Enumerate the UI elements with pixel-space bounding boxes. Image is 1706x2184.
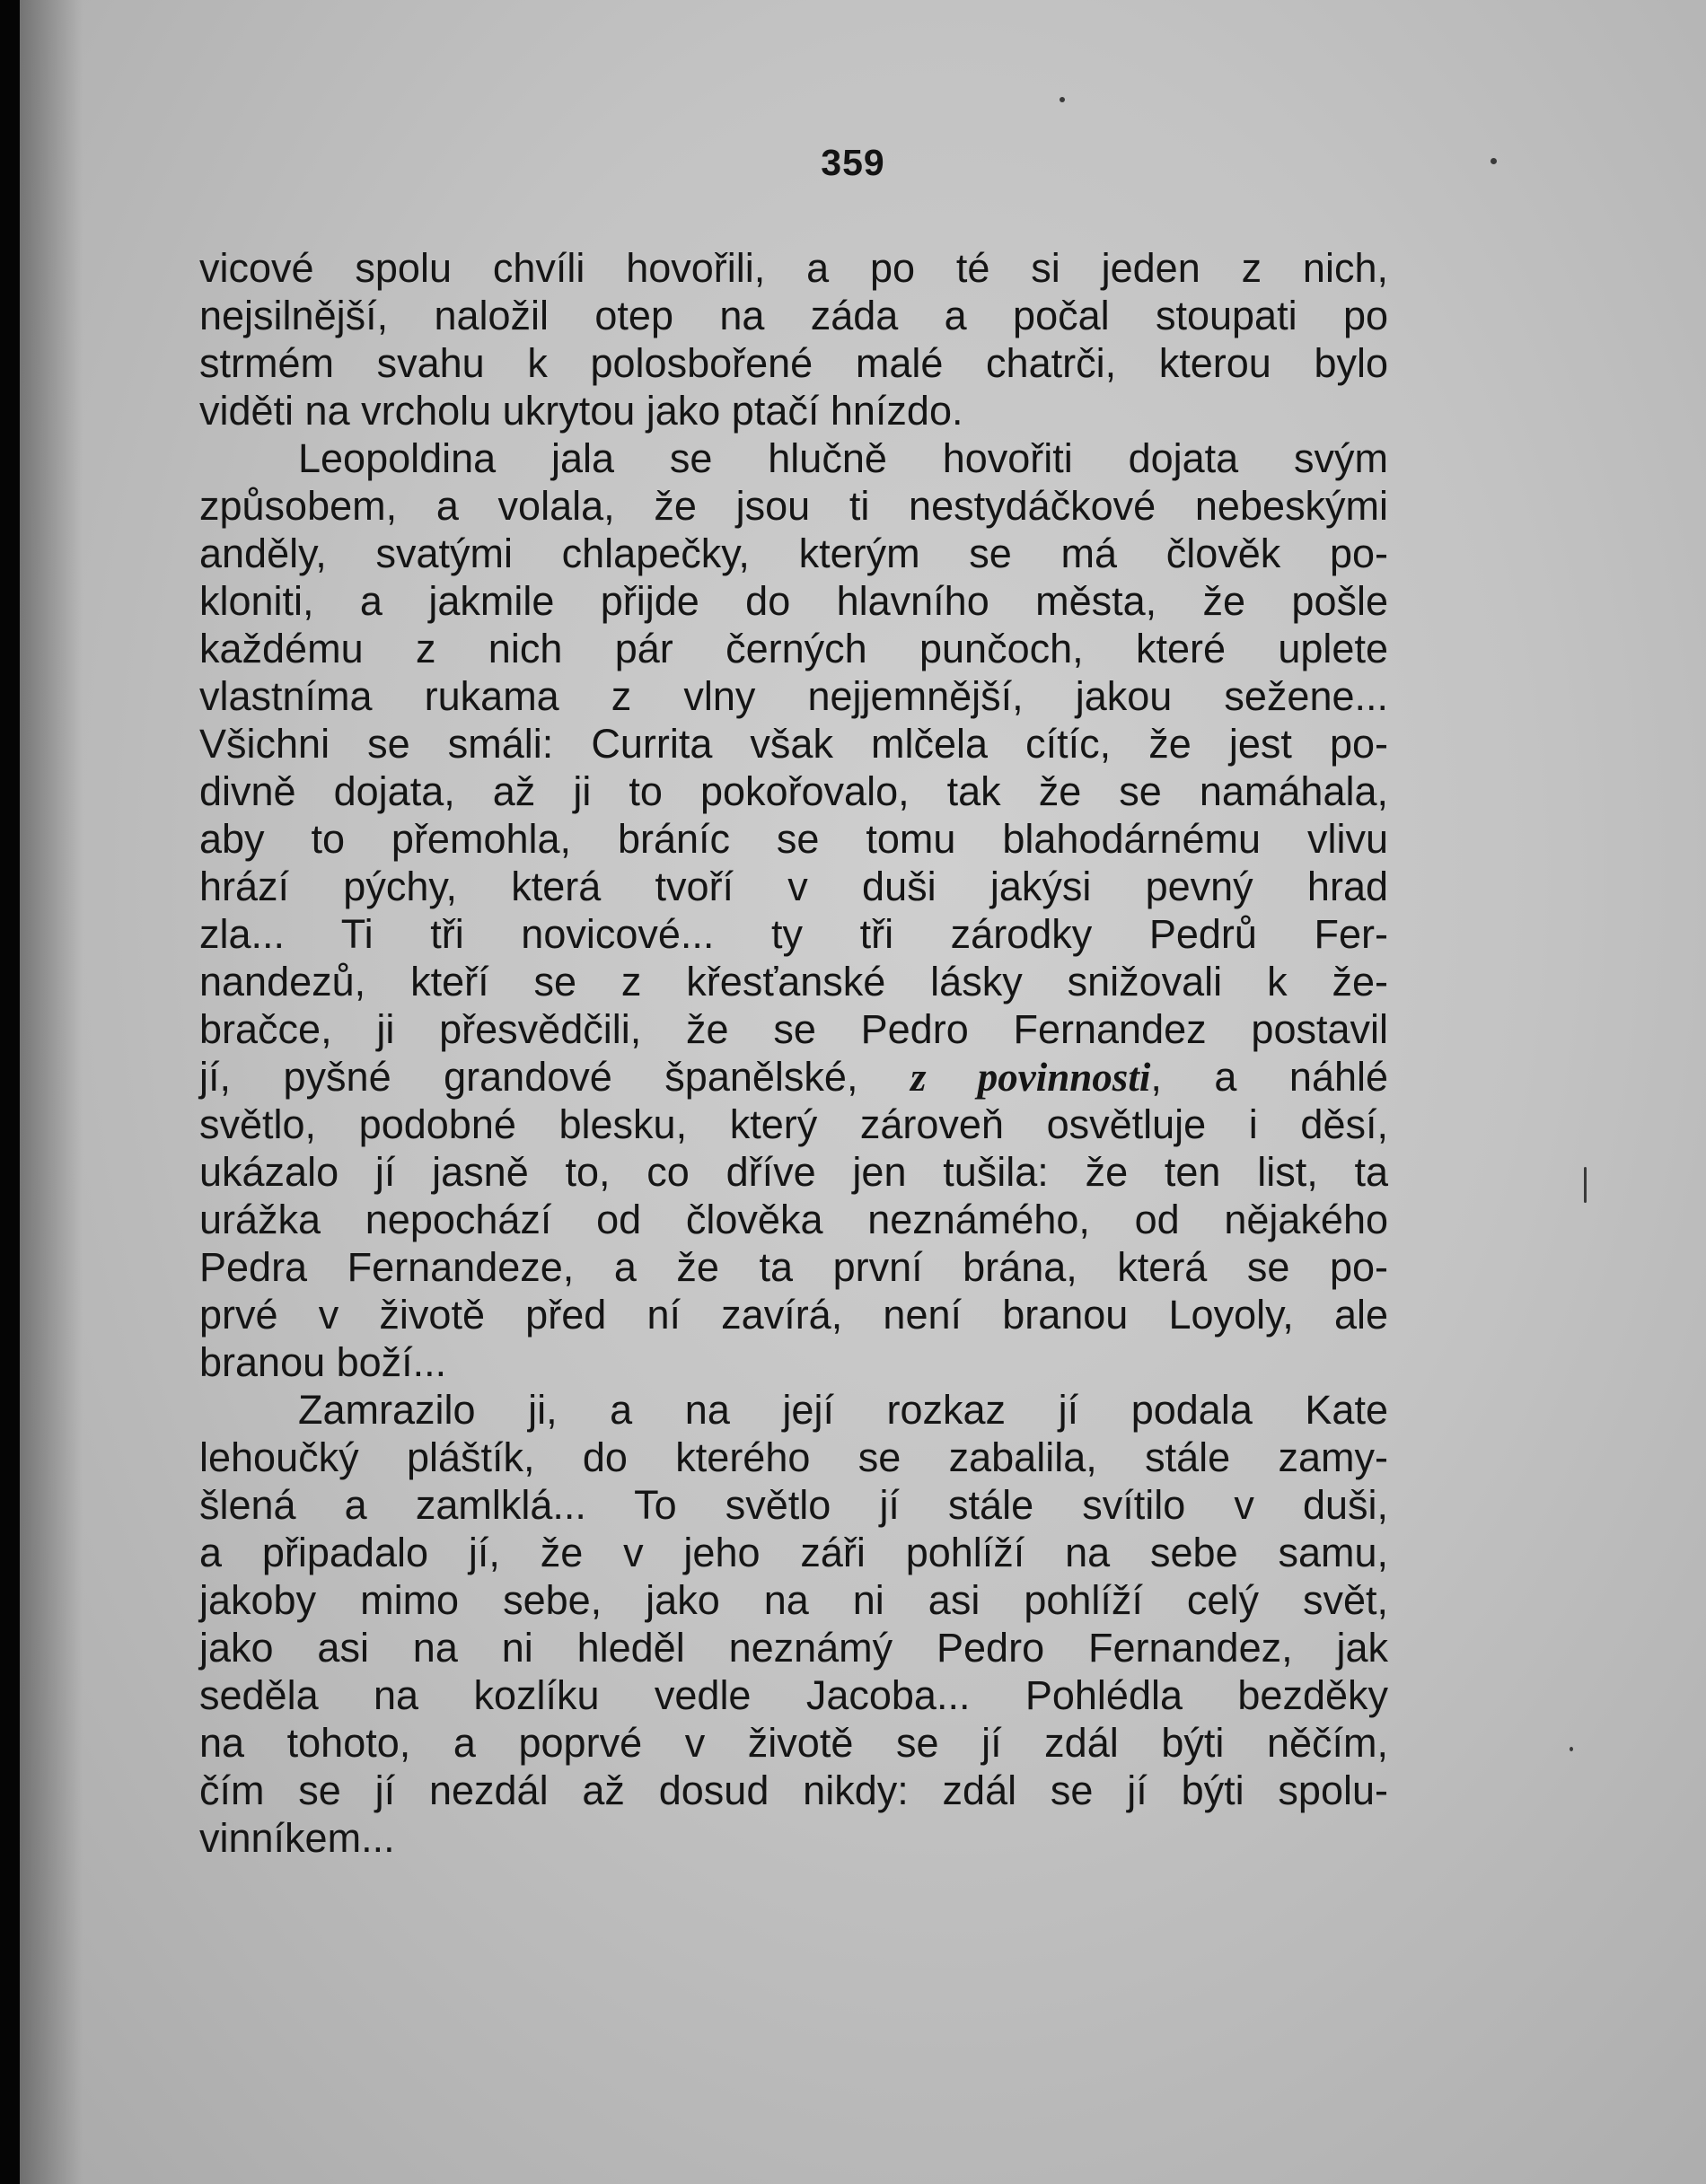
text-line: bračce, ji přesvědčili, že se Pedro Fernandez postavil bbox=[199, 1006, 1388, 1052]
text-line: světlo, podobné blesku, který zároveň osvětluje i děsí, bbox=[199, 1101, 1388, 1147]
text-line: Všichni se smáli: Currita však mlčela cítíc, že jest po- bbox=[199, 721, 1388, 767]
text-line: lehoučký pláštík, do kterého se zabalila, stále zamy- bbox=[199, 1434, 1388, 1480]
text-line: jakoby mimo sebe, jako na ni asi pohlíží celý svět, bbox=[199, 1577, 1388, 1623]
text-line: šlená a zamlklá... To světlo jí stále svítilo v duši, bbox=[199, 1482, 1388, 1528]
text-line: a připadalo jí, že v jeho záři pohlíží na sebe samu, bbox=[199, 1530, 1388, 1575]
text-line: Zamrazilo ji, a na její rozkaz jí podala Kate bbox=[298, 1387, 1388, 1433]
text-line: hrází pýchy, která tvoří v duši jakýsi pevný hrad bbox=[199, 864, 1388, 909]
text-line: strmém svahu k polosbořené malé chatrči, kterou bylo bbox=[199, 340, 1388, 386]
text-line bbox=[199, 1053, 1388, 1101]
text-line: viděti na vrcholu ukrytou jako ptačí hnízdo. bbox=[199, 388, 963, 434]
text-segment: , a náhlé bbox=[1150, 1054, 1389, 1100]
text-line: Pedra Fernandeze, a že ta první brána, která se po- bbox=[199, 1244, 1388, 1290]
body-text bbox=[199, 244, 1388, 1862]
text-line: zla... Ti tři novicové... ty tři zárodky Pedrů Fer- bbox=[199, 911, 1388, 957]
text-line: urážka nepochází od člověka neznámého, od nějakého bbox=[199, 1197, 1388, 1242]
text-line: nejsilnější, naložil otep na záda a počal stoupati po bbox=[199, 293, 1388, 338]
text-line: způsobem, a volala, že jsou ti nestydáčkové nebeskými bbox=[199, 483, 1388, 529]
page-number: 359 bbox=[821, 142, 885, 183]
scan-border bbox=[0, 0, 20, 2184]
text-line: divně dojata, až ji to pokořovalo, tak že se namáhala, bbox=[199, 768, 1388, 814]
text-line: Leopoldina jala se hlučně hovořiti dojata svým bbox=[298, 435, 1388, 481]
scan-speck bbox=[1584, 1167, 1587, 1203]
text-line: branou boží... bbox=[199, 1339, 447, 1385]
text-line: vinníkem... bbox=[199, 1815, 395, 1861]
text-line: jako asi na ni hleděl neznámý Pedro Fernandez, jak bbox=[199, 1625, 1388, 1671]
text-line: čím se jí nezdál až dosud nikdy: zdál se jí býti spolu- bbox=[199, 1767, 1388, 1813]
text-line: každému z nich pár černých punčoch, které uplete bbox=[199, 626, 1388, 671]
text-segment: jí, pyšné grandové španělské, bbox=[199, 1054, 910, 1100]
scan-speck bbox=[1570, 1747, 1573, 1751]
scan-speck bbox=[1060, 97, 1065, 102]
text-line: kloniti, a jakmile přijde do hlavního města, že pošle bbox=[199, 578, 1388, 624]
text-line: anděly, svatými chlapečky, kterým se má člověk po- bbox=[199, 531, 1388, 576]
text-line: nandezů, kteří se z křesťanské lásky snižovali k že- bbox=[199, 959, 1388, 1004]
text-line: vicové spolu chvíli hovořili, a po té si jeden z nich, bbox=[199, 245, 1388, 291]
emphasized-text: z povinnosti bbox=[910, 1055, 1151, 1100]
text-line: vlastníma rukama z vlny nejjemnější, jakou sežene... bbox=[199, 673, 1388, 719]
text-line: prvé v životě před ní zavírá, není branou Loyoly, ale bbox=[199, 1292, 1388, 1338]
text-line: seděla na kozlíku vedle Jacoba... Pohlédla bezděky bbox=[199, 1672, 1388, 1718]
text-line: ukázalo jí jasně to, co dříve jen tušila: že ten list, ta bbox=[199, 1149, 1388, 1195]
text-line: na tohoto, a poprvé v životě se jí zdál býti něčím, bbox=[199, 1720, 1388, 1766]
text-line: aby to přemohla, bráníc se tomu blahodárnému vlivu bbox=[199, 816, 1388, 862]
gutter-shadow bbox=[20, 0, 83, 2184]
